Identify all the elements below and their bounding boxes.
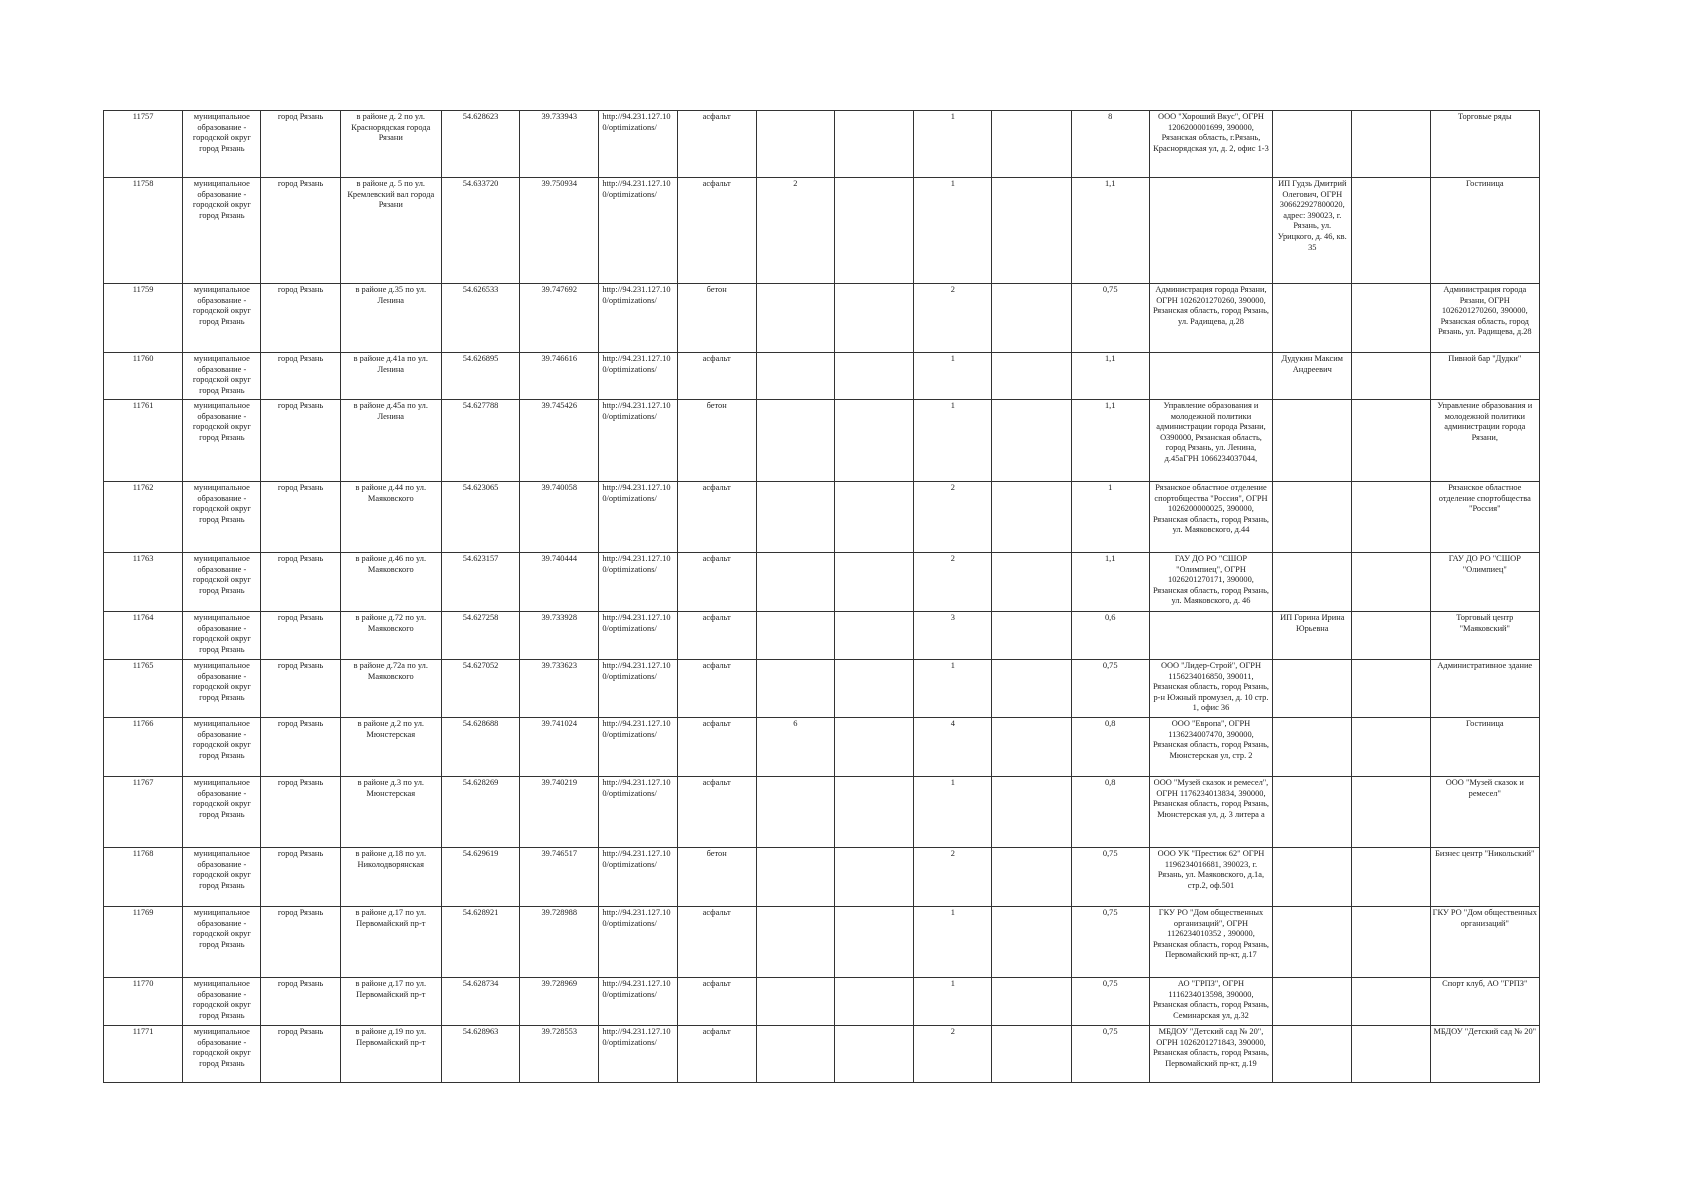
cell-col11: 2	[914, 284, 992, 353]
cell-col13: 0,75	[1071, 660, 1149, 718]
cell-id: 11759	[104, 284, 183, 353]
cell-col11: 2	[914, 848, 992, 907]
cell-settlement: город Рязань	[261, 978, 340, 1026]
cell-settlement: город Рязань	[261, 353, 340, 400]
cell-settlement: город Рязань	[261, 178, 340, 284]
cell-col12	[992, 353, 1071, 400]
cell-col11: 1	[914, 660, 992, 718]
cell-source: Гостиница	[1430, 178, 1539, 284]
table-row	[104, 482, 1540, 553]
cell-col15	[1273, 718, 1352, 777]
cell-col10	[834, 284, 913, 353]
cell-longitude: 39.750934	[520, 178, 599, 284]
cell-col16	[1352, 660, 1430, 718]
table-row	[104, 718, 1540, 777]
cell-col15	[1273, 848, 1352, 907]
cell-url: http://94.231.127.100/optimizations/	[599, 777, 677, 848]
cell-owner: ООО "Музей сказок и ремесел", ОГРН 1176234013834, 390000, Рязанская область, город Рязань, Мюнстерская ул, д. 3 литера а	[1149, 777, 1272, 848]
cell-col12	[992, 777, 1071, 848]
cell-longitude: 39.740058	[520, 482, 599, 553]
cell-surface: бетон	[677, 848, 756, 907]
cell-municipality: муниципальное образование - городской округ город Рязань	[183, 553, 261, 612]
cell-col9	[756, 482, 834, 553]
cell-settlement: город Рязань	[261, 907, 340, 978]
cell-col9	[756, 978, 834, 1026]
cell-source: Бизнес центр "Никольский"	[1430, 848, 1539, 907]
cell-source: Спорт клуб, АО "ГРПЗ"	[1430, 978, 1539, 1026]
cell-id: 11758	[104, 178, 183, 284]
cell-col11: 3	[914, 612, 992, 660]
cell-col10	[834, 482, 913, 553]
cell-address: в районе д.45а по ул. Ленина	[340, 400, 441, 482]
cell-source: Торговый центр "Маяковский"	[1430, 612, 1539, 660]
cell-municipality: муниципальное образование - городской округ город Рязань	[183, 612, 261, 660]
table-body	[104, 111, 1540, 1083]
cell-col15: ИП Горина Ирина Юрьевна	[1273, 612, 1352, 660]
cell-col16	[1352, 178, 1430, 284]
cell-col9	[756, 553, 834, 612]
cell-latitude: 54.627788	[441, 400, 519, 482]
cell-url: http://94.231.127.100/optimizations/	[599, 978, 677, 1026]
cell-municipality: муниципальное образование - городской округ город Рязань	[183, 660, 261, 718]
cell-municipality: муниципальное образование - городской округ город Рязань	[183, 1026, 261, 1083]
cell-col13: 1,1	[1071, 400, 1149, 482]
cell-col16	[1352, 1026, 1430, 1083]
cell-col16	[1352, 718, 1430, 777]
cell-col15	[1273, 284, 1352, 353]
cell-col13: 0,75	[1071, 978, 1149, 1026]
cell-settlement: город Рязань	[261, 553, 340, 612]
cell-latitude: 54.628963	[441, 1026, 519, 1083]
cell-source: Торговые ряды	[1430, 111, 1539, 178]
cell-col9: 6	[756, 718, 834, 777]
cell-col12	[992, 400, 1071, 482]
cell-col16	[1352, 111, 1430, 178]
table-row	[104, 353, 1540, 400]
cell-col13: 0,8	[1071, 718, 1149, 777]
cell-latitude: 54.627052	[441, 660, 519, 718]
cell-owner: ГКУ РО "Дом общественных организаций", ОГРН 1126234010352 , 390000, Рязанская область, город Рязань, Первомайский пр-кт, д.17	[1149, 907, 1272, 978]
cell-latitude: 54.633720	[441, 178, 519, 284]
cell-municipality: муниципальное образование - городской округ город Рязань	[183, 178, 261, 284]
cell-source: ООО "Музей сказок и ремесел"	[1430, 777, 1539, 848]
cell-address: в районе д. 5 по ул. Кремлевский вал города Рязани	[340, 178, 441, 284]
cell-owner: ООО "Европа", ОГРН 1136234007470, 390000, Рязанская область, город Рязань, Мюнстерская ул, стр. 2	[1149, 718, 1272, 777]
cell-owner: Администрация города Рязани, ОГРН 1026201270260, 390000, Рязанская область, город Рязань, ул. Радищева, д.28	[1149, 284, 1272, 353]
cell-col11: 1	[914, 353, 992, 400]
cell-col12	[992, 111, 1071, 178]
cell-col13: 1,1	[1071, 178, 1149, 284]
cell-address: в районе д.41а по ул. Ленина	[340, 353, 441, 400]
cell-col10	[834, 660, 913, 718]
cell-col11: 1	[914, 178, 992, 284]
cell-col13: 1	[1071, 482, 1149, 553]
cell-longitude: 39.733943	[520, 111, 599, 178]
cell-source: Управление образования и молодежной политики администрации города Рязани,	[1430, 400, 1539, 482]
cell-col9	[756, 284, 834, 353]
table-row	[104, 400, 1540, 482]
cell-settlement: город Рязань	[261, 284, 340, 353]
cell-col11: 2	[914, 1026, 992, 1083]
cell-settlement: город Рязань	[261, 777, 340, 848]
cell-col12	[992, 978, 1071, 1026]
cell-col16	[1352, 612, 1430, 660]
cell-col16	[1352, 400, 1430, 482]
cell-col13: 1,1	[1071, 353, 1149, 400]
cell-col16	[1352, 482, 1430, 553]
cell-id: 11762	[104, 482, 183, 553]
cell-col15	[1273, 400, 1352, 482]
cell-col10	[834, 978, 913, 1026]
cell-col12	[992, 178, 1071, 284]
cell-municipality: муниципальное образование - городской округ город Рязань	[183, 482, 261, 553]
cell-surface: асфальт	[677, 553, 756, 612]
cell-col9	[756, 612, 834, 660]
cell-col10	[834, 1026, 913, 1083]
cell-col11: 4	[914, 718, 992, 777]
cell-address: в районе д.72а по ул. Маяковского	[340, 660, 441, 718]
cell-longitude: 39.733623	[520, 660, 599, 718]
cell-col10	[834, 111, 913, 178]
cell-url: http://94.231.127.100/optimizations/	[599, 178, 677, 284]
cell-owner: ООО "Лидер-Строй", ОГРН 1156234016850, 390011, Рязанская область, город Рязань, р-н Южный промузел, д. 10 стр. 1, офис 36	[1149, 660, 1272, 718]
cell-settlement: город Рязань	[261, 482, 340, 553]
cell-address: в районе д.2 по ул. Мюнстерская	[340, 718, 441, 777]
cell-url: http://94.231.127.100/optimizations/	[599, 353, 677, 400]
cell-url: http://94.231.127.100/optimizations/	[599, 111, 677, 178]
cell-col9	[756, 848, 834, 907]
cell-latitude: 54.627258	[441, 612, 519, 660]
cell-url: http://94.231.127.100/optimizations/	[599, 660, 677, 718]
cell-settlement: город Рязань	[261, 848, 340, 907]
cell-longitude: 39.733928	[520, 612, 599, 660]
cell-latitude: 54.629619	[441, 848, 519, 907]
cell-source: ГКУ РО "Дом общественных организаций"	[1430, 907, 1539, 978]
cell-col16	[1352, 553, 1430, 612]
cell-col15	[1273, 111, 1352, 178]
cell-col12	[992, 284, 1071, 353]
cell-col15	[1273, 660, 1352, 718]
cell-col15	[1273, 907, 1352, 978]
cell-longitude: 39.741024	[520, 718, 599, 777]
cell-col13: 0,75	[1071, 907, 1149, 978]
cell-col15	[1273, 482, 1352, 553]
cell-col12	[992, 482, 1071, 553]
cell-col9	[756, 111, 834, 178]
cell-surface: асфальт	[677, 353, 756, 400]
cell-col13: 8	[1071, 111, 1149, 178]
cell-url: http://94.231.127.100/optimizations/	[599, 718, 677, 777]
cell-municipality: муниципальное образование - городской округ город Рязань	[183, 284, 261, 353]
cell-settlement: город Рязань	[261, 718, 340, 777]
cell-owner: МБДОУ "Детский сад № 20", ОГРН 1026201271843, 390000, Рязанская область, город Рязань, Первомайский пр-кт, д.19	[1149, 1026, 1272, 1083]
cell-latitude: 54.628623	[441, 111, 519, 178]
cell-source: Гостиница	[1430, 718, 1539, 777]
cell-municipality: муниципальное образование - городской округ город Рязань	[183, 978, 261, 1026]
cell-id: 11757	[104, 111, 183, 178]
cell-source: Администрация города Рязани, ОГРН 1026201270260, 390000, Рязанская область, город Рязань, ул. Радищева, д.28	[1430, 284, 1539, 353]
cell-source: МБДОУ "Детский сад № 20"	[1430, 1026, 1539, 1083]
cell-longitude: 39.728553	[520, 1026, 599, 1083]
table-row	[104, 553, 1540, 612]
cell-col9	[756, 353, 834, 400]
table-row	[104, 978, 1540, 1026]
cell-id: 11770	[104, 978, 183, 1026]
cell-col11: 1	[914, 777, 992, 848]
cell-url: http://94.231.127.100/optimizations/	[599, 907, 677, 978]
cell-address: в районе д.35 по ул. Ленина	[340, 284, 441, 353]
cell-col10	[834, 178, 913, 284]
cell-col15	[1273, 1026, 1352, 1083]
cell-col9	[756, 907, 834, 978]
cell-owner: ООО "Хороший Вкус", ОГРН 1206200001699, 390000, Рязанская область, г.Рязань, Краснорядская ул, д. 2, офис 1-3	[1149, 111, 1272, 178]
cell-owner: Рязанское областное отделение спортобщества "Россия", ОГРН 1026200000025, 390000, Рязанская область, город Рязань, ул. Маяковского, д.44	[1149, 482, 1272, 553]
cell-address: в районе д.44 по ул. Маяковского	[340, 482, 441, 553]
cell-url: http://94.231.127.100/optimizations/	[599, 848, 677, 907]
cell-latitude: 54.623065	[441, 482, 519, 553]
cell-col12	[992, 1026, 1071, 1083]
cell-col9	[756, 400, 834, 482]
cell-id: 11763	[104, 553, 183, 612]
cell-col11: 1	[914, 907, 992, 978]
cell-col13: 0,75	[1071, 284, 1149, 353]
cell-longitude: 39.728969	[520, 978, 599, 1026]
cell-col11: 2	[914, 553, 992, 612]
cell-longitude: 39.746517	[520, 848, 599, 907]
cell-col11: 1	[914, 400, 992, 482]
cell-address: в районе д.46 по ул. Маяковского	[340, 553, 441, 612]
cell-latitude: 54.623157	[441, 553, 519, 612]
cell-url: http://94.231.127.100/optimizations/	[599, 482, 677, 553]
cell-owner: Управление образования и молодежной политики администрации города Рязани, О390000, Рязанская область, город Рязань, ул. Ленина, д.45аГРН 1066234037044,	[1149, 400, 1272, 482]
table-row	[104, 848, 1540, 907]
cell-col13: 0,8	[1071, 777, 1149, 848]
cell-owner	[1149, 353, 1272, 400]
cell-col10	[834, 907, 913, 978]
cell-municipality: муниципальное образование - городской округ город Рязань	[183, 907, 261, 978]
cell-surface: асфальт	[677, 482, 756, 553]
registry-table	[103, 110, 1540, 1083]
cell-id: 11769	[104, 907, 183, 978]
cell-municipality: муниципальное образование - городской округ город Рязань	[183, 400, 261, 482]
cell-id: 11768	[104, 848, 183, 907]
cell-id: 11765	[104, 660, 183, 718]
cell-longitude: 39.746616	[520, 353, 599, 400]
cell-id: 11764	[104, 612, 183, 660]
cell-col9	[756, 1026, 834, 1083]
cell-col16	[1352, 978, 1430, 1026]
cell-id: 11760	[104, 353, 183, 400]
cell-surface: асфальт	[677, 907, 756, 978]
cell-surface: асфальт	[677, 660, 756, 718]
cell-source: Рязанское областное отделение спортобщества "Россия"	[1430, 482, 1539, 553]
cell-address: в районе д.72 по ул. Маяковского	[340, 612, 441, 660]
cell-col9	[756, 660, 834, 718]
cell-col10	[834, 353, 913, 400]
cell-latitude: 54.626895	[441, 353, 519, 400]
cell-col11: 2	[914, 482, 992, 553]
cell-col10	[834, 612, 913, 660]
cell-longitude: 39.728988	[520, 907, 599, 978]
cell-address: в районе д. 2 по ул. Краснорядская города Рязани	[340, 111, 441, 178]
table-row	[104, 178, 1540, 284]
cell-latitude: 54.628688	[441, 718, 519, 777]
cell-url: http://94.231.127.100/optimizations/	[599, 1026, 677, 1083]
cell-id: 11771	[104, 1026, 183, 1083]
cell-col15	[1273, 978, 1352, 1026]
cell-col13: 0,6	[1071, 612, 1149, 660]
cell-url: http://94.231.127.100/optimizations/	[599, 612, 677, 660]
table-row	[104, 777, 1540, 848]
cell-col15	[1273, 553, 1352, 612]
cell-owner	[1149, 178, 1272, 284]
cell-url: http://94.231.127.100/optimizations/	[599, 553, 677, 612]
cell-municipality: муниципальное образование - городской округ город Рязань	[183, 848, 261, 907]
cell-surface: асфальт	[677, 612, 756, 660]
cell-latitude: 54.626533	[441, 284, 519, 353]
cell-surface: бетон	[677, 400, 756, 482]
cell-owner	[1149, 612, 1272, 660]
cell-settlement: город Рязань	[261, 660, 340, 718]
cell-surface: асфальт	[677, 978, 756, 1026]
cell-col12	[992, 848, 1071, 907]
cell-address: в районе д.3 по ул. Мюнстерская	[340, 777, 441, 848]
cell-surface: бетон	[677, 284, 756, 353]
cell-url: http://94.231.127.100/optimizations/	[599, 400, 677, 482]
cell-col12	[992, 612, 1071, 660]
cell-latitude: 54.628734	[441, 978, 519, 1026]
cell-col10	[834, 553, 913, 612]
table-row	[104, 284, 1540, 353]
cell-col13: 1,1	[1071, 553, 1149, 612]
cell-municipality: муниципальное образование - городской округ город Рязань	[183, 353, 261, 400]
cell-address: в районе д.18 по ул. Николодворянская	[340, 848, 441, 907]
cell-source: Пивной бар "Дудки"	[1430, 353, 1539, 400]
cell-col12	[992, 718, 1071, 777]
cell-surface: асфальт	[677, 111, 756, 178]
cell-address: в районе д.17 по ул. Первомайский пр-т	[340, 978, 441, 1026]
cell-surface: асфальт	[677, 777, 756, 848]
cell-col9	[756, 777, 834, 848]
cell-latitude: 54.628269	[441, 777, 519, 848]
cell-col15: ИП Гудзь Дмитрий Олегович, ОГРН 306622927800020, адрес: 390023, г. Рязань, ул. Урицкого, д. 46, кв. 35	[1273, 178, 1352, 284]
cell-col11: 1	[914, 978, 992, 1026]
table-row	[104, 1026, 1540, 1083]
cell-col12	[992, 553, 1071, 612]
cell-settlement: город Рязань	[261, 612, 340, 660]
cell-col13: 0,75	[1071, 1026, 1149, 1083]
cell-surface: асфальт	[677, 718, 756, 777]
cell-col13: 0,75	[1071, 848, 1149, 907]
cell-longitude: 39.740219	[520, 777, 599, 848]
cell-col16	[1352, 907, 1430, 978]
cell-col16	[1352, 777, 1430, 848]
cell-id: 11761	[104, 400, 183, 482]
cell-municipality: муниципальное образование - городской округ город Рязань	[183, 111, 261, 178]
cell-col10	[834, 400, 913, 482]
cell-source: Административное здание	[1430, 660, 1539, 718]
cell-id: 11767	[104, 777, 183, 848]
cell-longitude: 39.740444	[520, 553, 599, 612]
table-row	[104, 660, 1540, 718]
cell-owner: ООО УК "Престиж 62" ОГРН 1196234016681, 390023, г. Рязань, ул. Маяковского, д.1а, стр.2, оф.501	[1149, 848, 1272, 907]
table-row	[104, 907, 1540, 978]
cell-col10	[834, 848, 913, 907]
cell-longitude: 39.747692	[520, 284, 599, 353]
cell-owner: ГАУ ДО РО "СШОР "Олимпиец", ОГРН 1026201270171, 390000, Рязанская область, город Рязань, ул. Маяковского, д. 46	[1149, 553, 1272, 612]
cell-address: в районе д.19 по ул. Первомайский пр-т	[340, 1026, 441, 1083]
cell-col10	[834, 718, 913, 777]
cell-col16	[1352, 284, 1430, 353]
cell-col15	[1273, 777, 1352, 848]
cell-owner: АО "ГРПЗ", ОГРН 1116234013598, 390000, Рязанская область, город Рязань, Семинарская ул, д.32	[1149, 978, 1272, 1026]
table-row	[104, 111, 1540, 178]
cell-col12	[992, 660, 1071, 718]
cell-col16	[1352, 353, 1430, 400]
cell-surface: асфальт	[677, 1026, 756, 1083]
cell-settlement: город Рязань	[261, 400, 340, 482]
cell-col10	[834, 777, 913, 848]
cell-surface: асфальт	[677, 178, 756, 284]
cell-url: http://94.231.127.100/optimizations/	[599, 284, 677, 353]
table-row	[104, 612, 1540, 660]
cell-id: 11766	[104, 718, 183, 777]
cell-col11: 1	[914, 111, 992, 178]
cell-col9: 2	[756, 178, 834, 284]
cell-latitude: 54.628921	[441, 907, 519, 978]
cell-municipality: муниципальное образование - городской округ город Рязань	[183, 718, 261, 777]
cell-col12	[992, 907, 1071, 978]
cell-longitude: 39.745426	[520, 400, 599, 482]
cell-municipality: муниципальное образование - городской округ город Рязань	[183, 777, 261, 848]
cell-settlement: город Рязань	[261, 1026, 340, 1083]
cell-settlement: город Рязань	[261, 111, 340, 178]
cell-address: в районе д.17 по ул. Первомайский пр-т	[340, 907, 441, 978]
cell-source: ГАУ ДО РО "СШОР "Олимпиец"	[1430, 553, 1539, 612]
cell-col16	[1352, 848, 1430, 907]
cell-col15: Дудукин Максим Андреевич	[1273, 353, 1352, 400]
